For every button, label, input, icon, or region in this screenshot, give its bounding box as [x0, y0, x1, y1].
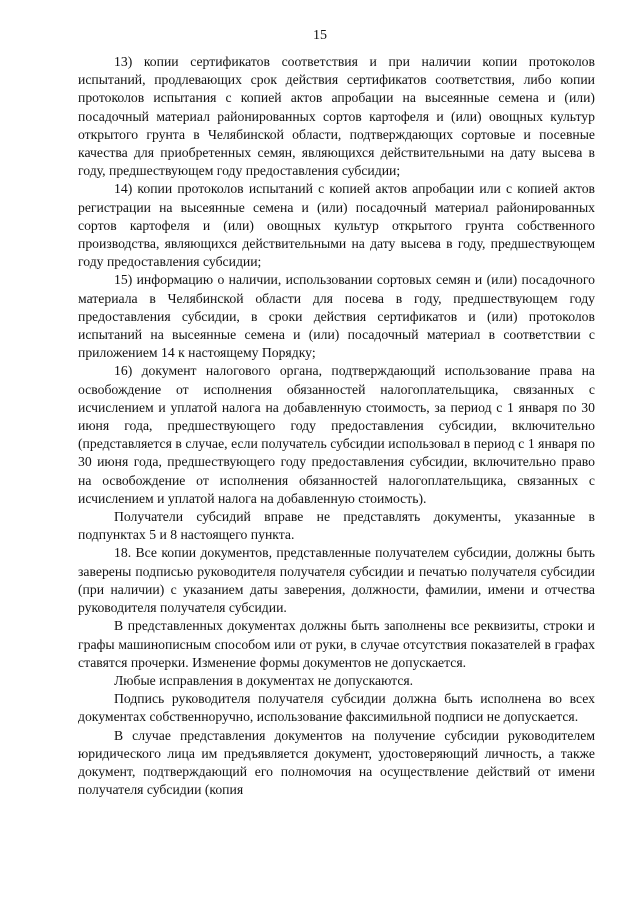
paragraph-item-13: 13) копии сертификатов соответствия и при наличии копии протоколов испытаний, продлевающих срок действия сертификатов соответствия, либо копии протоколов испытания с копией актов апробации на высеянные семена и (или) посадочный материал районированных сортов картофеля и (или) овощных культур открытого грунта в Челябинской области, подтверждающих сортовые и посевные качества для приобретенных семян, являющихся действительными на дату высева в году, предшествующем году предоставления субсидии; — [78, 54, 595, 179]
paragraph-signature: Подпись руководителя получателя субсидии должна быть исполнена во всех документах собственноручно, использование факсимильной подписи не допускается. — [78, 691, 595, 725]
paragraph-requisites: В представленных документах должны быть заполнены все реквизиты, строки и графы машинописным способом или от руки, в случае отсутствия показателей в графах ставятся прочерки. Изменение формы документов не допускается. — [78, 618, 595, 670]
paragraph-optional-documents: Получатели субсидий вправе не представлять документы, указанные в подпунктах 5 и 8 настоящего пункта. — [78, 509, 595, 543]
paragraph-representative: В случае представления документов на получение субсидии руководителем юридического лица им предъявляется документ, удостоверяющий личность, а также документ, подтверждающий его полномочия на осуществление действий от имени получателя субсидии (копия — [78, 727, 595, 798]
page-number: 15 — [313, 28, 327, 43]
document-body — [78, 53, 595, 799]
paragraph-item-15: 15) информацию о наличии, использовании сортовых семян и (или) посадочного материала в Челябинской области для посева в году, предшествующем году предоставления субсидии, в сроки действия сертификатов и (или) протоколов испытаний на высеянные семена и (или) посадочный материал в соответствии с приложением 14 к настоящему Порядку; — [78, 272, 595, 361]
paragraph-section-18: 18. Все копии документов, представленные получателем субсидии, должны быть заверены подписью руководителя получателя субсидии и печатью получателя субсидии (при наличии) с указанием даты заверения, должности, фамилии, имени и отчества руководителя получателя субсидии. — [78, 545, 595, 616]
paragraph-corrections: Любые исправления в документах не допускаются. — [114, 672, 414, 688]
paragraph-item-16: 16) документ налогового органа, подтверждающий использование права на освобождение от исполнения обязанностей налогоплательщика, связанных с исчислением и уплатой налога на добавленную стоимость, за период с 1 января по 30 июня года, предшествующего году предоставления субсидии, включительно (представляется в случае, если получатель субсидии использовал в период с 1 января по 30 июня года, предшествующего году предоставления субсидии, включительно право на освобождение от исполнения обязанностей налогоплательщика, связанных с исчислением и уплатой налога на добавленную стоимость). — [78, 363, 595, 506]
paragraph-item-14: 14) копии протоколов испытаний с копией актов апробации или с копией актов регистрации на высеянные семена и (или) посадочный материал районированных сортов картофеля и (или) овощных культур открытого грунта собственного производства, являющихся действительными на дату высева в году, предшествующем году предоставления субсидии; — [78, 181, 595, 270]
